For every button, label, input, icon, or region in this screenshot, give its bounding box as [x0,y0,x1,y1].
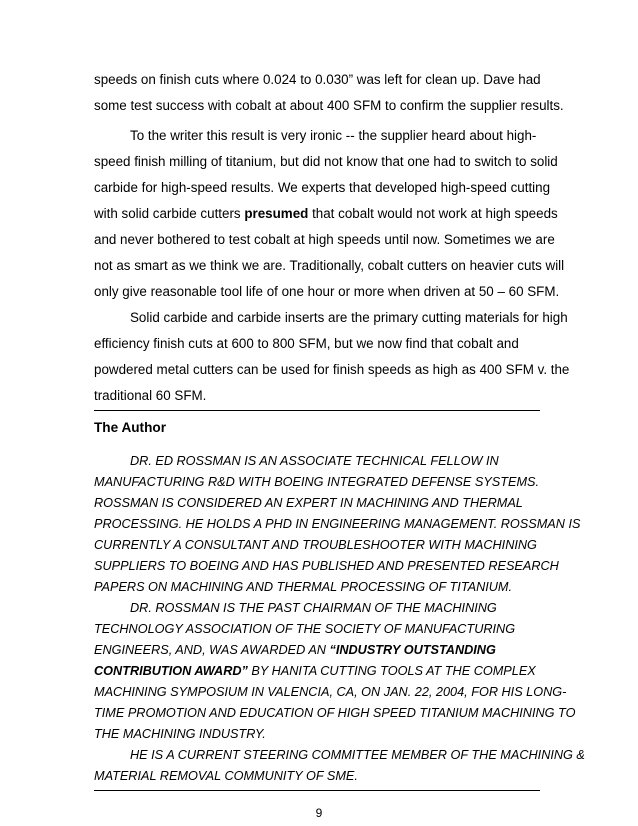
author-text: ENGINEERS, AND, WAS AWARDED AN [94,643,330,657]
author-line: TECHNOLOGY ASSOCIATION OF THE SOCIETY OF MANUFACTURING [94,622,516,636]
author-line: TIME PROMOTION AND EDUCATION OF HIGH SPEED TITANIUM MACHINING TO [94,706,576,720]
body-line-with-emphasis [94,205,558,223]
author-line: MANUFACTURING R&D WITH BOEING INTEGRATED DEFENSE SYSTEMS. [94,475,540,489]
author-line: PAPERS ON MACHINING AND THERMAL PROCESSING OF TITANIUM. [94,580,513,594]
body-text: that cobalt would not work at high speeds [308,206,558,221]
award-name: “INDUSTRY OUTSTANDING [329,643,496,657]
body-line: some test success with cobalt at about 400 SFM to confirm the supplier results. [94,98,564,113]
body-line: efficiency finish cuts at 600 to 800 SFM, but we now find that cobalt and [94,336,519,351]
author-line: PROCESSING. HE HOLDS A PHD IN ENGINEERING MANAGEMENT. ROSSMAN IS [94,517,581,531]
author-line: THE MACHINING INDUSTRY. [94,727,266,741]
body-text: with solid carbide cutters [94,206,245,221]
section-heading: The Author [94,420,166,435]
author-line: CURRENTLY A CONSULTANT AND TROUBLESHOOTER WITH MACHINING [94,538,537,552]
author-text: BY HANITA CUTTING TOOLS AT THE COMPLEX [247,664,536,678]
body-line: not as smart as we think we are. Traditionally, cobalt cutters on heavier cuts will [94,258,565,273]
body-line: only give reasonable tool life of one hour or more when driven at 50 – 60 SFM. [94,284,560,299]
author-line: SUPPLIERS TO BOEING AND HAS PUBLISHED AND PRESENTED RESEARCH [94,559,559,573]
author-line-with-emphasis [94,662,536,680]
author-line: MACHINING SYMPOSIUM IN VALENCIA, CA, ON JAN. 22, 2004, FOR HIS LONG- [94,685,567,699]
author-line: MATERIAL REMOVAL COMMUNITY OF SME. [94,769,358,783]
body-line: and never bothered to test cobalt at high speeds until now. Sometimes we are [94,232,555,247]
author-line-with-emphasis [94,641,496,659]
award-name: CONTRIBUTION AWARD” [94,664,248,678]
body-line: traditional 60 SFM. [94,388,207,403]
author-line: DR. ROSSMAN IS THE PAST CHAIRMAN OF THE MACHINING [130,601,497,615]
body-line: speed finish milling of titanium, but did not know that one had to switch to solid [94,154,558,169]
body-line: carbide for high-speed results. We experts that developed high-speed cutting [94,180,551,195]
body-line: To the writer this result is very ironic -- the supplier heard about high- [130,128,537,143]
author-line: HE IS A CURRENT STEERING COMMITTEE MEMBER OF THE MACHINING & [130,748,585,762]
emphasis-text: presumed [244,206,309,221]
section-divider [94,790,540,791]
author-line: ROSSMAN IS CONSIDERED AN EXPERT IN MACHINING AND THERMAL [94,496,523,510]
page-number: 9 [315,806,323,820]
author-line: DR. ED ROSSMAN IS AN ASSOCIATE TECHNICAL FELLOW IN [130,454,499,468]
body-line: speeds on finish cuts where 0.024 to 0.030” was left for clean up. Dave had [94,72,541,87]
body-line: powdered metal cutters can be used for finish speeds as high as 400 SFM v. the [94,362,570,377]
body-line: Solid carbide and carbide inserts are the primary cutting materials for high [130,310,568,325]
section-divider [94,410,540,411]
